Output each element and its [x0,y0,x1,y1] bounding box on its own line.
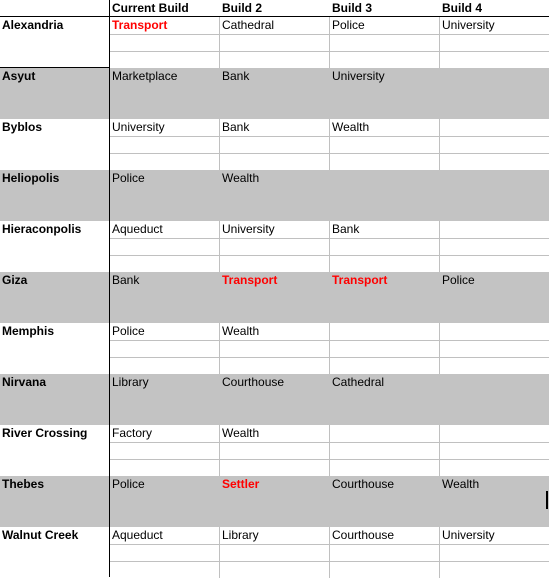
build-cell[interactable] [330,170,332,186]
build-cell[interactable]: University [442,528,495,542]
build-cell[interactable]: Aqueduct [112,222,163,236]
build-cell[interactable]: Courthouse [222,375,285,389]
build-cell[interactable]: Factory [112,426,153,440]
build-cell[interactable]: Wealth [222,171,260,185]
build-cell[interactable]: Police [442,273,475,287]
build-cell[interactable]: Marketplace [112,69,178,83]
build-cell[interactable]: Wealth [222,426,260,440]
build-cell[interactable]: Aqueduct [112,528,163,542]
row-shading [109,170,549,221]
name-separator [0,67,109,68]
city-group [0,527,549,578]
city-name[interactable]: Memphis [2,324,55,338]
row-shading [109,374,549,425]
header-current-build[interactable]: Current Build [112,1,189,15]
build-cell[interactable]: Bank [112,273,140,287]
city-group [0,272,549,323]
header-row [0,0,549,17]
build-cell[interactable] [330,425,332,441]
build-cell[interactable]: Wealth [222,324,260,338]
build-cell[interactable]: Police [112,171,145,185]
build-cell[interactable] [440,425,442,441]
city-name[interactable]: Hieraconpolis [2,222,82,236]
build-cell[interactable] [440,170,442,186]
build-cell[interactable] [440,323,442,339]
row-shading [109,272,549,323]
build-cell[interactable]: Transport [112,18,168,32]
scroll-marker [546,491,548,509]
build-cell[interactable]: Library [112,375,149,389]
build-cell[interactable]: University [222,222,275,236]
city-group [0,170,549,221]
build-cell[interactable]: Police [112,477,145,491]
city-name[interactable]: Byblos [2,120,43,134]
build-cell[interactable]: Wealth [442,477,480,491]
city-name[interactable]: Walnut Creek [2,528,79,542]
city-name[interactable]: Giza [2,273,28,287]
build-cell[interactable]: Transport [222,273,278,287]
row-shading [109,476,549,527]
city-group [0,323,549,374]
build-cell[interactable]: Courthouse [332,528,395,542]
build-cell[interactable]: Police [332,18,365,32]
build-cell[interactable]: Bank [222,69,250,83]
build-cell[interactable]: Wealth [332,120,370,134]
build-cell[interactable]: University [112,120,165,134]
build-cell[interactable]: Cathedral [332,375,385,389]
build-cell[interactable] [440,119,442,135]
build-cell[interactable]: Settler [222,477,260,491]
city-name[interactable]: Thebes [2,477,45,491]
build-cell[interactable] [440,221,442,237]
city-group [0,119,549,170]
build-cell[interactable] [330,323,332,339]
city-name[interactable]: Heliopolis [2,171,60,185]
city-group [0,476,549,527]
header-build-3[interactable]: Build 3 [332,1,373,15]
build-cell[interactable]: Police [112,324,145,338]
build-cell[interactable] [440,68,442,84]
city-name[interactable]: River Crossing [2,426,88,440]
build-cell[interactable]: Bank [222,120,250,134]
name-column-border [109,0,110,577]
build-cell[interactable]: Bank [332,222,360,236]
build-cell[interactable]: Library [222,528,259,542]
build-cell[interactable]: University [442,18,495,32]
build-cell[interactable]: Transport [332,273,388,287]
build-cell[interactable]: University [332,69,385,83]
city-name[interactable]: Alexandria [2,18,64,32]
build-cell[interactable] [440,374,442,390]
city-group [0,68,549,119]
city-group [0,425,549,476]
city-group [0,374,549,425]
build-cell[interactable]: Cathedral [222,18,275,32]
city-name[interactable]: Asyut [2,69,36,83]
city-group [0,221,549,272]
header-build-4[interactable]: Build 4 [442,1,483,15]
build-cell[interactable]: Courthouse [332,477,395,491]
city-group [0,17,549,68]
city-name[interactable]: Nirvana [2,375,47,389]
header-build-2[interactable]: Build 2 [222,1,263,15]
